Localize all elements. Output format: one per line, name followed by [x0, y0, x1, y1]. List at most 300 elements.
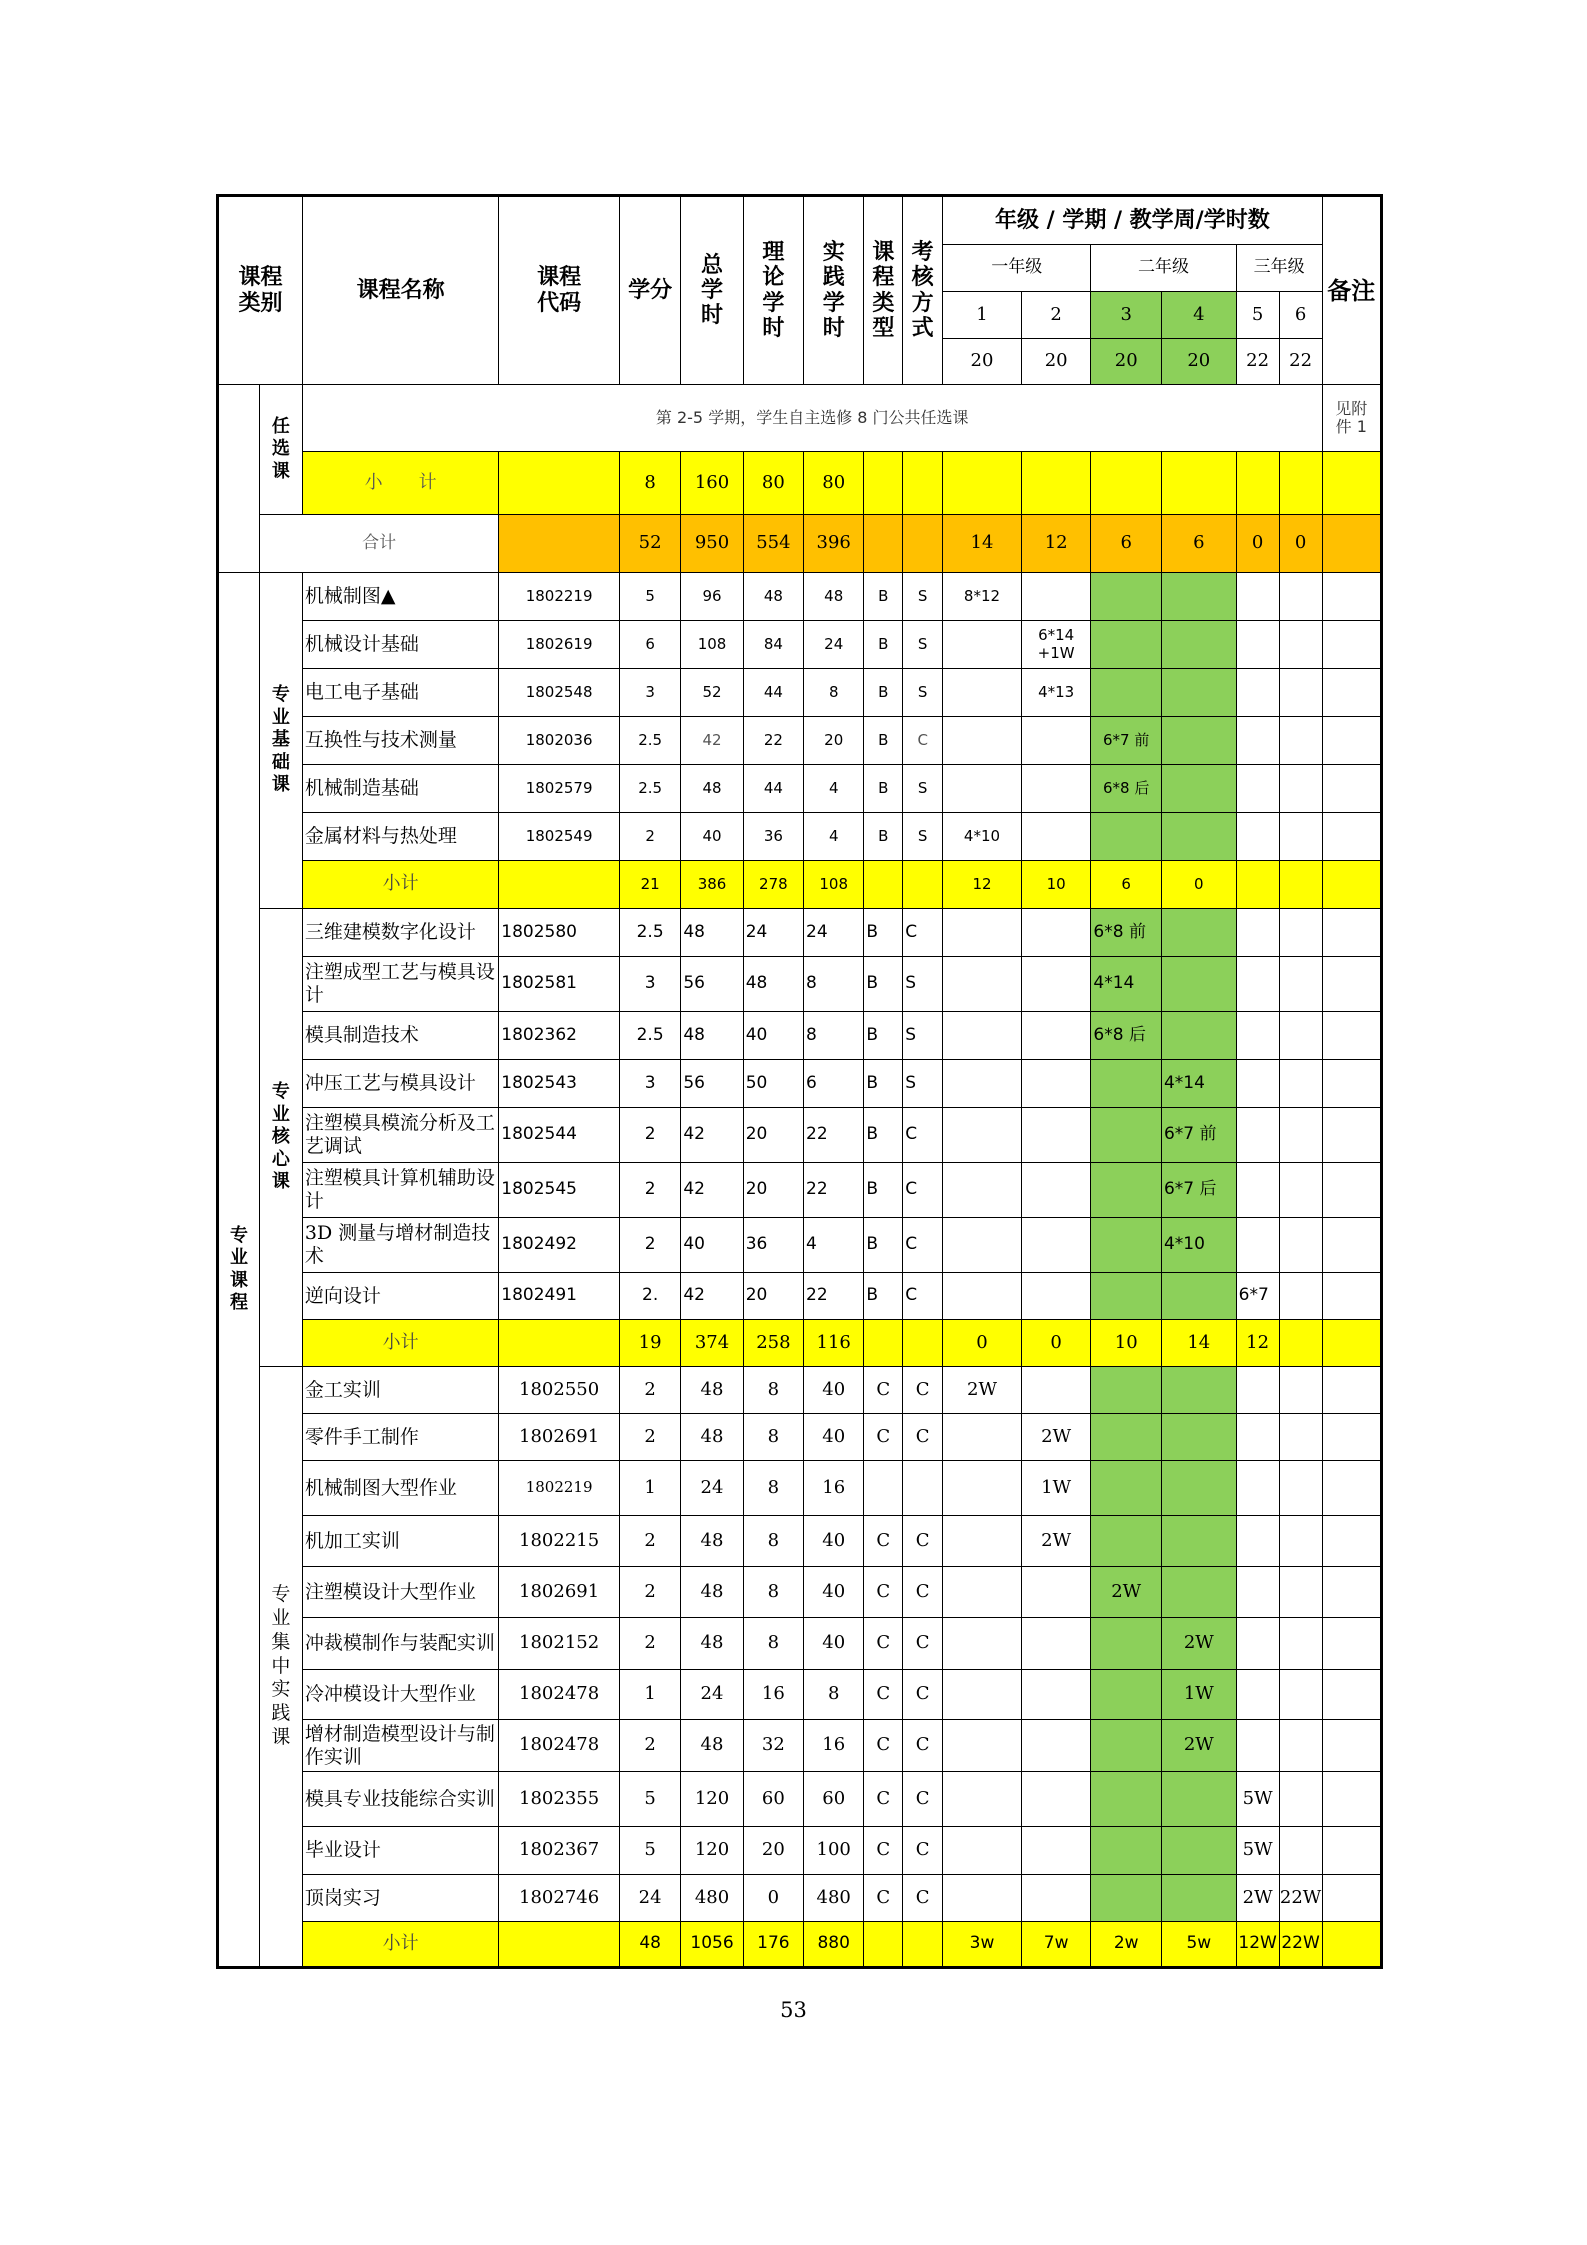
course-total: 42	[681, 717, 743, 765]
total-credit: 52	[619, 515, 680, 573]
term-cell	[1279, 1772, 1322, 1827]
course-practice: 8	[804, 1012, 864, 1060]
header-course-name: 课程名称	[302, 196, 498, 385]
table-row	[218, 765, 1382, 813]
term-cell	[943, 1720, 1022, 1772]
course-type: C	[864, 1772, 903, 1827]
term-cell	[1091, 1273, 1162, 1320]
course-credit: 2.	[619, 1273, 680, 1320]
course-name: 注塑成型工艺与模具设计	[302, 957, 498, 1012]
course-practice: 22	[804, 1163, 864, 1218]
table-row	[218, 1720, 1382, 1772]
course-theory: 36	[743, 1218, 803, 1273]
header-total-hours: 总 学 时	[681, 196, 743, 385]
course-name: 顶岗实习	[302, 1875, 498, 1922]
course-total: 42	[681, 1108, 743, 1163]
term-cell: 5W	[1236, 1772, 1279, 1827]
subtotal-total: 386	[681, 861, 743, 909]
term-cell	[1161, 1875, 1236, 1922]
header-term: 4	[1161, 292, 1236, 339]
course-theory: 16	[743, 1670, 803, 1720]
course-code: 1802691	[499, 1567, 620, 1618]
course-assessment: C	[903, 1414, 943, 1461]
course-type: C	[864, 1827, 903, 1875]
subtotal-label: 小计	[302, 861, 498, 909]
course-practice: 40	[804, 1367, 864, 1414]
term-cell	[1161, 1516, 1236, 1567]
subtotal-credit: 8	[619, 452, 680, 515]
course-code: 1802691	[499, 1414, 620, 1461]
term-cell	[1279, 1414, 1322, 1461]
term-cell: 2W	[1236, 1875, 1279, 1922]
table-row	[218, 1670, 1382, 1720]
course-assessment: C	[903, 1772, 943, 1827]
term-cell	[1091, 1218, 1162, 1273]
header-course-code: 课程 代码	[499, 196, 620, 385]
course-assessment: C	[903, 1273, 943, 1320]
course-assessment: S	[903, 813, 943, 861]
term-cell	[943, 1772, 1022, 1827]
subtotal-practice: 116	[804, 1320, 864, 1367]
table-row	[218, 1012, 1382, 1060]
course-credit: 1	[619, 1670, 680, 1720]
term-cell	[943, 1670, 1022, 1720]
course-practice: 6	[804, 1060, 864, 1108]
term-cell: 2W	[943, 1367, 1022, 1414]
term-cell	[1236, 1567, 1279, 1618]
course-practice: 8	[804, 957, 864, 1012]
term-cell	[1091, 1720, 1162, 1772]
term-cell	[1091, 1875, 1162, 1922]
course-name: 机械制图▲	[302, 573, 498, 621]
course-type: B	[864, 717, 903, 765]
subtotal-practice: 108	[804, 861, 864, 909]
subtotal-label: 小 计	[302, 452, 498, 515]
term-cell: 5W	[1236, 1827, 1279, 1875]
term-cell	[1091, 1461, 1162, 1516]
course-credit: 2	[619, 1618, 680, 1670]
course-total: 40	[681, 813, 743, 861]
header-remark: 备注	[1322, 196, 1381, 385]
course-code: 1802367	[499, 1827, 620, 1875]
term-cell	[943, 1567, 1022, 1618]
course-practice: 16	[804, 1461, 864, 1516]
term-cell: 2W	[1021, 1516, 1091, 1567]
term-cell	[1236, 1108, 1279, 1163]
practice-label: 专 业 集 中 实 践 课	[259, 1367, 302, 1968]
term-cell: 6*8 后	[1091, 765, 1162, 813]
course-assessment: S	[903, 573, 943, 621]
course-theory: 20	[743, 1163, 803, 1218]
table-row	[218, 1414, 1382, 1461]
term-cell: 1W	[1161, 1670, 1236, 1720]
course-name: 机械制造基础	[302, 765, 498, 813]
course-name: 增材制造模型设计与制作实训	[302, 1720, 498, 1772]
course-credit: 2	[619, 1720, 680, 1772]
table-row	[218, 1567, 1382, 1618]
subtotal-term: 12	[943, 861, 1022, 909]
course-theory: 8	[743, 1567, 803, 1618]
term-cell	[1161, 669, 1236, 717]
term-cell	[1021, 1670, 1091, 1720]
grand-total-row	[218, 515, 1382, 573]
term-cell	[1279, 1461, 1322, 1516]
course-credit: 5	[619, 1827, 680, 1875]
course-practice: 40	[804, 1618, 864, 1670]
course-credit: 2	[619, 1163, 680, 1218]
course-code: 1802549	[499, 813, 620, 861]
course-practice: 22	[804, 1273, 864, 1320]
term-cell	[1161, 1012, 1236, 1060]
course-credit: 2	[619, 1108, 680, 1163]
table-row	[218, 957, 1382, 1012]
total-term: 6	[1161, 515, 1236, 573]
total-term: 0	[1279, 515, 1322, 573]
course-credit: 2	[619, 1218, 680, 1273]
header-year1: 一年级	[943, 245, 1091, 292]
course-practice: 24	[804, 909, 864, 957]
course-total: 42	[681, 1273, 743, 1320]
subtotal-term: 0	[1021, 1320, 1091, 1367]
course-name: 金工实训	[302, 1367, 498, 1414]
term-cell: 2W	[1021, 1414, 1091, 1461]
course-assessment: C	[903, 1516, 943, 1567]
course-theory: 22	[743, 717, 803, 765]
header-theory-hours: 理 论 学 时	[743, 196, 803, 385]
term-cell	[1161, 1414, 1236, 1461]
curriculum-table	[216, 194, 1383, 1969]
subtotal-credit: 21	[619, 861, 680, 909]
header-weeks: 22	[1279, 339, 1322, 385]
course-name: 零件手工制作	[302, 1414, 498, 1461]
term-cell	[1279, 1670, 1322, 1720]
course-theory: 0	[743, 1875, 803, 1922]
course-total: 480	[681, 1875, 743, 1922]
course-type: C	[864, 1516, 903, 1567]
course-total: 48	[681, 1567, 743, 1618]
course-theory: 20	[743, 1108, 803, 1163]
term-cell: 4*10	[943, 813, 1022, 861]
header-term: 1	[943, 292, 1022, 339]
table-row	[218, 813, 1382, 861]
course-type: C	[864, 1367, 903, 1414]
course-name: 逆向设计	[302, 1273, 498, 1320]
header-category: 课程 类别	[218, 196, 303, 385]
term-cell	[1091, 573, 1162, 621]
course-total: 48	[681, 1012, 743, 1060]
term-cell	[1091, 813, 1162, 861]
header-year3: 三年级	[1236, 245, 1322, 292]
total-practice: 396	[804, 515, 864, 573]
table-row	[218, 1516, 1382, 1567]
term-cell	[1236, 1367, 1279, 1414]
term-cell	[1279, 1720, 1322, 1772]
total-theory: 554	[743, 515, 803, 573]
header-assessment: 考 核 方 式	[903, 196, 943, 385]
course-practice: 8	[804, 669, 864, 717]
header-term: 3	[1091, 292, 1162, 339]
course-assessment: S	[903, 1012, 943, 1060]
term-cell: 4*14	[1091, 957, 1162, 1012]
term-cell	[1161, 813, 1236, 861]
term-cell	[1279, 1827, 1322, 1875]
subtotal-term: 6	[1091, 861, 1162, 909]
term-cell	[1279, 1516, 1322, 1567]
course-theory: 8	[743, 1461, 803, 1516]
course-code: 1802543	[499, 1060, 620, 1108]
course-theory: 40	[743, 1012, 803, 1060]
course-assessment: C	[903, 1875, 943, 1922]
table-row	[218, 1218, 1382, 1273]
course-code: 1802362	[499, 1012, 620, 1060]
header-term: 6	[1279, 292, 1322, 339]
total-term: 12	[1021, 515, 1091, 573]
course-theory: 8	[743, 1414, 803, 1461]
practice-subtotal-row	[218, 1922, 1382, 1968]
total-term: 14	[943, 515, 1022, 573]
course-theory: 36	[743, 813, 803, 861]
course-credit: 5	[619, 1772, 680, 1827]
course-name: 注塑模设计大型作业	[302, 1567, 498, 1618]
course-credit: 2	[619, 1367, 680, 1414]
course-theory: 50	[743, 1060, 803, 1108]
term-cell	[943, 621, 1022, 669]
term-cell	[1021, 1720, 1091, 1772]
term-cell	[1091, 1827, 1162, 1875]
total-hours: 950	[681, 515, 743, 573]
table-row	[218, 1060, 1382, 1108]
course-type: C	[864, 1567, 903, 1618]
course-assessment	[903, 1461, 943, 1516]
term-cell	[1161, 717, 1236, 765]
table-row	[218, 1827, 1382, 1875]
term-cell: 4*10	[1161, 1218, 1236, 1273]
course-credit: 2	[619, 813, 680, 861]
course-total: 56	[681, 957, 743, 1012]
course-type: C	[864, 1618, 903, 1670]
table-row	[218, 717, 1382, 765]
term-cell	[1091, 1414, 1162, 1461]
term-cell	[1021, 1367, 1091, 1414]
core-subtotal-row	[218, 1320, 1382, 1367]
course-name: 毕业设计	[302, 1827, 498, 1875]
course-type: B	[864, 1108, 903, 1163]
term-cell	[1161, 1567, 1236, 1618]
total-term: 0	[1236, 515, 1279, 573]
course-code: 1802550	[499, 1367, 620, 1414]
header-course-type: 课 程 类 型	[864, 196, 903, 385]
total-label: 合计	[259, 515, 498, 573]
subtotal-theory: 278	[743, 861, 803, 909]
course-theory: 48	[743, 573, 803, 621]
course-total: 120	[681, 1827, 743, 1875]
course-type: B	[864, 813, 903, 861]
table-row	[218, 621, 1382, 669]
course-name: 互换性与技术测量	[302, 717, 498, 765]
term-cell	[1236, 1218, 1279, 1273]
subtotal-term: 0	[943, 1320, 1022, 1367]
course-practice: 100	[804, 1827, 864, 1875]
course-type: B	[864, 909, 903, 957]
term-cell	[1236, 1060, 1279, 1108]
course-name: 冷冲模设计大型作业	[302, 1670, 498, 1720]
term-cell	[943, 669, 1022, 717]
term-cell	[1021, 1827, 1091, 1875]
term-cell	[1091, 1060, 1162, 1108]
course-theory: 8	[743, 1367, 803, 1414]
term-cell	[1236, 1012, 1279, 1060]
course-total: 48	[681, 1720, 743, 1772]
course-assessment: C	[903, 1827, 943, 1875]
course-total: 52	[681, 669, 743, 717]
term-cell	[1236, 1163, 1279, 1218]
term-cell	[943, 1414, 1022, 1461]
subtotal-term: 12	[1236, 1320, 1279, 1367]
course-name: 模具专业技能综合实训	[302, 1772, 498, 1827]
course-assessment: C	[903, 1108, 943, 1163]
subtotal-total: 160	[681, 452, 743, 515]
term-cell	[1091, 1772, 1162, 1827]
course-name: 机械制图大型作业	[302, 1461, 498, 1516]
term-cell: 6*7 前	[1091, 717, 1162, 765]
course-code: 1802746	[499, 1875, 620, 1922]
subtotal-total: 1056	[681, 1922, 743, 1968]
term-cell	[1161, 573, 1236, 621]
course-theory: 44	[743, 765, 803, 813]
course-total: 48	[681, 909, 743, 957]
course-name: 电工电子基础	[302, 669, 498, 717]
course-theory: 32	[743, 1720, 803, 1772]
term-cell	[943, 1461, 1022, 1516]
term-cell	[1161, 909, 1236, 957]
term-cell	[1161, 1273, 1236, 1320]
header-practice-hours: 实 践 学 时	[804, 196, 864, 385]
subtotal-credit: 48	[619, 1922, 680, 1968]
course-name: 机械设计基础	[302, 621, 498, 669]
term-cell	[1091, 1618, 1162, 1670]
core-label: 专 业 核 心 课	[259, 909, 302, 1367]
subtotal-term: 10	[1021, 861, 1091, 909]
course-credit: 2	[619, 1516, 680, 1567]
term-cell: 6*8 前	[1091, 909, 1162, 957]
course-type: B	[864, 573, 903, 621]
course-credit: 2	[619, 1414, 680, 1461]
course-assessment: S	[903, 957, 943, 1012]
course-credit: 3	[619, 669, 680, 717]
course-practice: 22	[804, 1108, 864, 1163]
subtotal-term: 12W	[1236, 1922, 1279, 1968]
course-practice: 60	[804, 1772, 864, 1827]
course-credit: 1	[619, 1461, 680, 1516]
term-cell	[1021, 1618, 1091, 1670]
term-cell	[1236, 909, 1279, 957]
course-type: B	[864, 1163, 903, 1218]
term-cell	[1091, 669, 1162, 717]
subtotal-theory: 258	[743, 1320, 803, 1367]
subtotal-total: 374	[681, 1320, 743, 1367]
subtotal-term: 3w	[943, 1922, 1022, 1968]
term-cell	[1161, 1827, 1236, 1875]
course-code: 1802619	[499, 621, 620, 669]
course-assessment: S	[903, 1060, 943, 1108]
term-cell: 4*13	[1021, 669, 1091, 717]
term-cell: 1W	[1021, 1461, 1091, 1516]
course-practice: 48	[804, 573, 864, 621]
term-cell	[1236, 1461, 1279, 1516]
course-theory: 60	[743, 1772, 803, 1827]
course-total: 48	[681, 1367, 743, 1414]
subtotal-term: 2w	[1091, 1922, 1162, 1968]
course-type: C	[864, 1720, 903, 1772]
term-cell	[1236, 1414, 1279, 1461]
table-row	[218, 1163, 1382, 1218]
course-name: 三维建模数字化设计	[302, 909, 498, 957]
course-practice: 4	[804, 1218, 864, 1273]
elective-subtotal-row	[218, 452, 1382, 515]
course-assessment: C	[903, 1670, 943, 1720]
course-type: B	[864, 669, 903, 717]
table-row	[218, 1772, 1382, 1827]
section-spacer	[218, 385, 260, 573]
course-assessment: C	[903, 1618, 943, 1670]
course-code: 1802036	[499, 717, 620, 765]
term-cell	[1236, 1720, 1279, 1772]
course-credit: 2.5	[619, 717, 680, 765]
term-cell	[1091, 1163, 1162, 1218]
term-cell	[1161, 621, 1236, 669]
course-code: 1802492	[499, 1218, 620, 1273]
term-cell	[1091, 1108, 1162, 1163]
term-cell	[1236, 957, 1279, 1012]
term-cell	[1236, 1516, 1279, 1567]
course-code: 1802580	[499, 909, 620, 957]
table-row	[218, 669, 1382, 717]
course-credit: 24	[619, 1875, 680, 1922]
term-cell	[1161, 1461, 1236, 1516]
course-assessment: C	[903, 909, 943, 957]
course-theory: 20	[743, 1827, 803, 1875]
course-code: 1802579	[499, 765, 620, 813]
course-total: 120	[681, 1772, 743, 1827]
term-cell	[943, 1516, 1022, 1567]
table-row	[218, 1108, 1382, 1163]
subtotal-credit: 19	[619, 1320, 680, 1367]
course-code: 1802548	[499, 669, 620, 717]
header-term: 2	[1021, 292, 1091, 339]
table-row	[218, 1273, 1382, 1320]
term-cell	[1236, 1670, 1279, 1720]
term-cell	[1161, 957, 1236, 1012]
header-weeks: 20	[1021, 339, 1091, 385]
term-cell	[1091, 1670, 1162, 1720]
header-weeks: 20	[943, 339, 1022, 385]
course-name: 注塑模具计算机辅助设计	[302, 1163, 498, 1218]
table-row	[218, 1618, 1382, 1670]
course-theory: 48	[743, 957, 803, 1012]
term-cell: 6*7 前	[1161, 1108, 1236, 1163]
term-cell	[1021, 573, 1091, 621]
header-schedule: 年级 / 学期 / 教学周/学时数	[943, 196, 1322, 245]
course-total: 48	[681, 1516, 743, 1567]
term-cell	[1021, 765, 1091, 813]
course-practice: 24	[804, 621, 864, 669]
subtotal-term: 5w	[1161, 1922, 1236, 1968]
foundation-label: 专 业 基 础 课	[259, 573, 302, 909]
course-assessment: S	[903, 669, 943, 717]
course-practice: 4	[804, 765, 864, 813]
term-cell	[1021, 1772, 1091, 1827]
term-cell: 22W	[1279, 1875, 1322, 1922]
